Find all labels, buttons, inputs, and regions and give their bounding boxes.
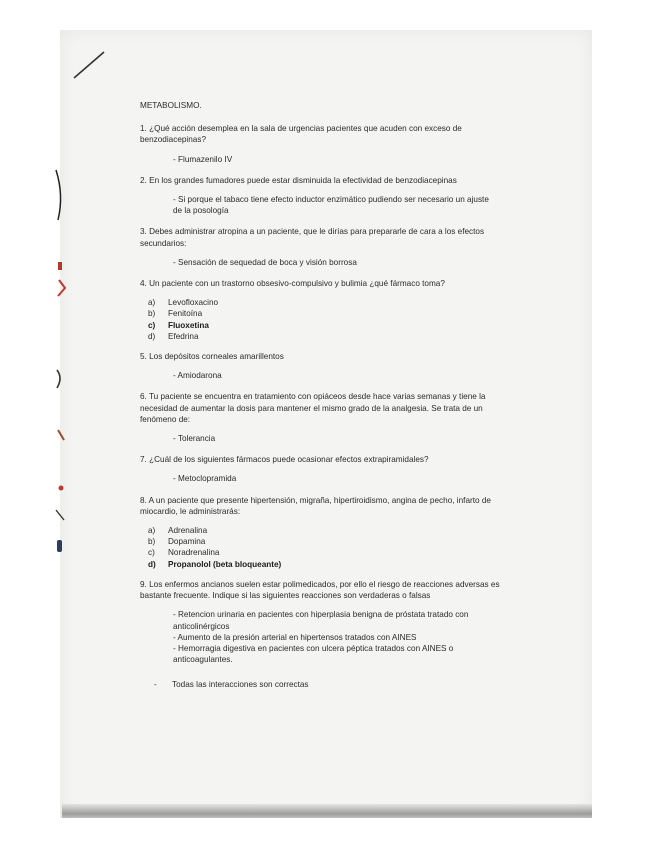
question-text: 9. Los enfermos ancianos suelen estar polimedicados, por ello el riesgo de reacciones adversas es bastante frecuente. Indique si las siguientes reacciones son verdaderas o falsas: [140, 579, 500, 601]
option-list: [140, 297, 520, 342]
question-6: [140, 391, 520, 444]
option-item: [140, 331, 520, 342]
question-text: 8. A un paciente que presente hipertensión, migraña, hipertiroidismo, angina de pecho, infarto de miocardio, le administrarás:: [140, 495, 491, 516]
option-item: [140, 308, 520, 319]
option-item: [140, 525, 520, 536]
question-5: [140, 351, 520, 381]
question-text: 1. ¿Qué acción desemplea en la sala de urgencias pacientes que acuden con exceso de benzodiacepinas?: [140, 124, 462, 145]
option-letter: c): [148, 548, 155, 558]
option-letter: d): [148, 559, 156, 569]
option-letter: d): [148, 331, 156, 341]
option-item-correct: [140, 320, 520, 331]
final-answer: [154, 679, 520, 690]
pen-stroke-mark: [72, 50, 106, 80]
option-letter: a): [148, 526, 156, 536]
left-edge-drawings: [54, 150, 70, 570]
option-text: Propanolol (beta bloqueante): [168, 559, 282, 569]
option-text: Adrenalina: [168, 526, 208, 536]
answer-text: - Sensación de sequedad de boca y visión borrosa: [173, 257, 357, 267]
option-item: [140, 297, 520, 308]
question-text: 4. Un paciente con un trastorno obsesivo-compulsivo y bulimia ¿qué fármaco toma?: [140, 279, 445, 289]
option-text: Fluoxetina: [168, 320, 209, 330]
option-text: Efedrina: [168, 331, 199, 341]
question-4: [140, 278, 520, 342]
document-title: METABOLISMO.: [140, 101, 202, 110]
answer-text: - Metoclopramida: [173, 474, 237, 484]
option-text: Noradrenalina: [168, 548, 220, 558]
bullet-dash: -: [154, 680, 157, 690]
statement-item: - Retencion urinaria en pacientes con hiperplasia benigna de próstata tratado con anticolinérgicos: [173, 610, 469, 631]
answer-text: - Tolerancia: [173, 434, 216, 444]
question-text: 7. ¿Cuál de los siguientes fármacos puede ocasionar efectos extrapiramidales?: [140, 455, 429, 465]
option-letter: a): [148, 298, 156, 308]
question-9: [140, 579, 520, 691]
document-content: [140, 100, 520, 691]
question-3: [140, 226, 520, 268]
paper-bottom-edge: [62, 804, 592, 818]
statement-item: - Aumento de la presión arterial en hipertensos tratados con AINES: [173, 632, 417, 642]
option-item-correct: [140, 559, 520, 570]
question-text: 5. Los depósitos corneales amarillentos: [140, 352, 284, 362]
option-text: Dopamina: [168, 537, 206, 547]
option-letter: b): [148, 537, 156, 547]
option-text: Levofloxacino: [168, 298, 219, 308]
statement-item: - Hemorragia digestiva en pacientes con ulcera péptica tratados con AINES o anticoagulantes.: [173, 643, 454, 665]
answer-text: - Si porque el tabaco tiene efecto inductor enzimático pudiendo ser necesario un ajuste de la posología: [173, 195, 489, 216]
answer-text: - Flumazenilo IV: [173, 154, 233, 164]
option-text: Fenitoína: [168, 309, 203, 319]
option-item: [140, 547, 520, 558]
question-1: [140, 123, 520, 165]
option-item: [140, 536, 520, 547]
option-letter: c): [148, 320, 156, 330]
answer-text: - Amiodarona: [173, 371, 222, 381]
option-list: [140, 525, 520, 570]
option-letter: b): [148, 309, 156, 319]
question-7: [140, 454, 520, 484]
question-text: 6. Tu paciente se encuentra en tratamiento con opiáceos desde hace varias semanas y tiene la necesidad de aumentar la dosis para mantener el mismo grado de la analgesia. Se trata de un fenómeno de:: [140, 392, 486, 424]
question-8: [140, 495, 520, 570]
statement-list: [140, 609, 520, 665]
question-text: 2. En los grandes fumadores puede estar disminuida la efectividad de benzodiacepinas: [140, 175, 457, 185]
final-answer-text: Todas las interacciones son correctas: [172, 680, 309, 690]
question-2: [140, 175, 520, 217]
question-text: 3. Debes administrar atropina a un paciente, que le dirías para prepararle de cara a los efectos secundarios:: [140, 227, 485, 248]
